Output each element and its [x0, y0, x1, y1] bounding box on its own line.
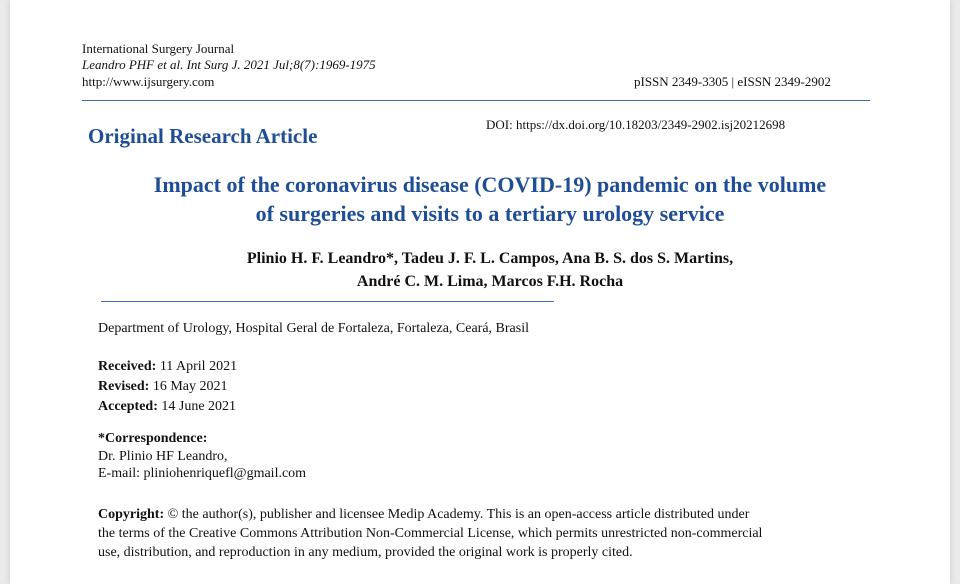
- received-label: Received:: [98, 359, 157, 374]
- received-date: [98, 357, 237, 377]
- author-list: [70, 247, 910, 293]
- author-line-2: André C. M. Lima, Marcos F.H. Rocha: [356, 273, 624, 290]
- accepted-label: Accepted:: [98, 399, 158, 414]
- dates-block: [98, 357, 237, 417]
- author-line-1: Plinio H. F. Leandro*, Tadeu J. F. L. Campos, Ana B. S. dos S. Martins,: [246, 250, 734, 267]
- copyright-line-1: [98, 505, 870, 524]
- paper-page: [10, 0, 950, 584]
- paper-title-line-2: of surgeries and visits to a tertiary urology service: [255, 201, 725, 226]
- copyright-line-3: use, distribution, and reproduction in any medium, provided the original work is properly cited.: [98, 545, 633, 560]
- revised-value: 16 May 2021: [152, 379, 228, 394]
- correspondence-email[interactable]: E-mail: pliniohenriquefl@gmail.com: [98, 466, 307, 481]
- paper-title: [70, 170, 910, 228]
- journal-name: International Surgery Journal: [82, 41, 235, 56]
- header-divider: [82, 100, 870, 101]
- correspondence-block: [98, 430, 306, 483]
- doi-link[interactable]: DOI: https://dx.doi.org/10.18203/2349-2902.isj20212698: [486, 117, 786, 132]
- accepted-date: [98, 397, 237, 417]
- copyright-line-2: the terms of the Creative Commons Attribution Non-Commercial License, which permits unrestricted non-commercial: [98, 526, 763, 541]
- affiliation: Department of Urology, Hospital Geral de Fortaleza, Fortaleza, Ceará, Brasil: [98, 321, 529, 336]
- paper-title-line-1: Impact of the coronavirus disease (COVID-19) pandemic on the volume: [153, 172, 827, 197]
- copyright-label: Copyright:: [98, 507, 165, 522]
- section-divider: [101, 301, 554, 302]
- accepted-value: 14 June 2021: [161, 399, 237, 414]
- correspondence-label: *Correspondence:: [98, 431, 208, 446]
- correspondence-name: Dr. Plinio HF Leandro,: [98, 448, 228, 464]
- issn: pISSN 2349-3305 | eISSN 2349-2902: [634, 74, 831, 89]
- received-value: 11 April 2021: [159, 359, 238, 374]
- citation: Leandro PHF et al. Int Surg J. 2021 Jul;8(7):1969-1975: [82, 57, 376, 72]
- revised-label: Revised:: [98, 379, 150, 394]
- copyright-block: [98, 505, 870, 562]
- copyright-text-1: © the author(s), publisher and licensee Medip Academy. This is an open-access article distributed under: [167, 507, 750, 522]
- journal-url-link[interactable]: http://www.ijsurgery.com: [82, 74, 215, 89]
- article-type-heading: Original Research Article: [88, 124, 318, 148]
- revised-date: [98, 377, 237, 397]
